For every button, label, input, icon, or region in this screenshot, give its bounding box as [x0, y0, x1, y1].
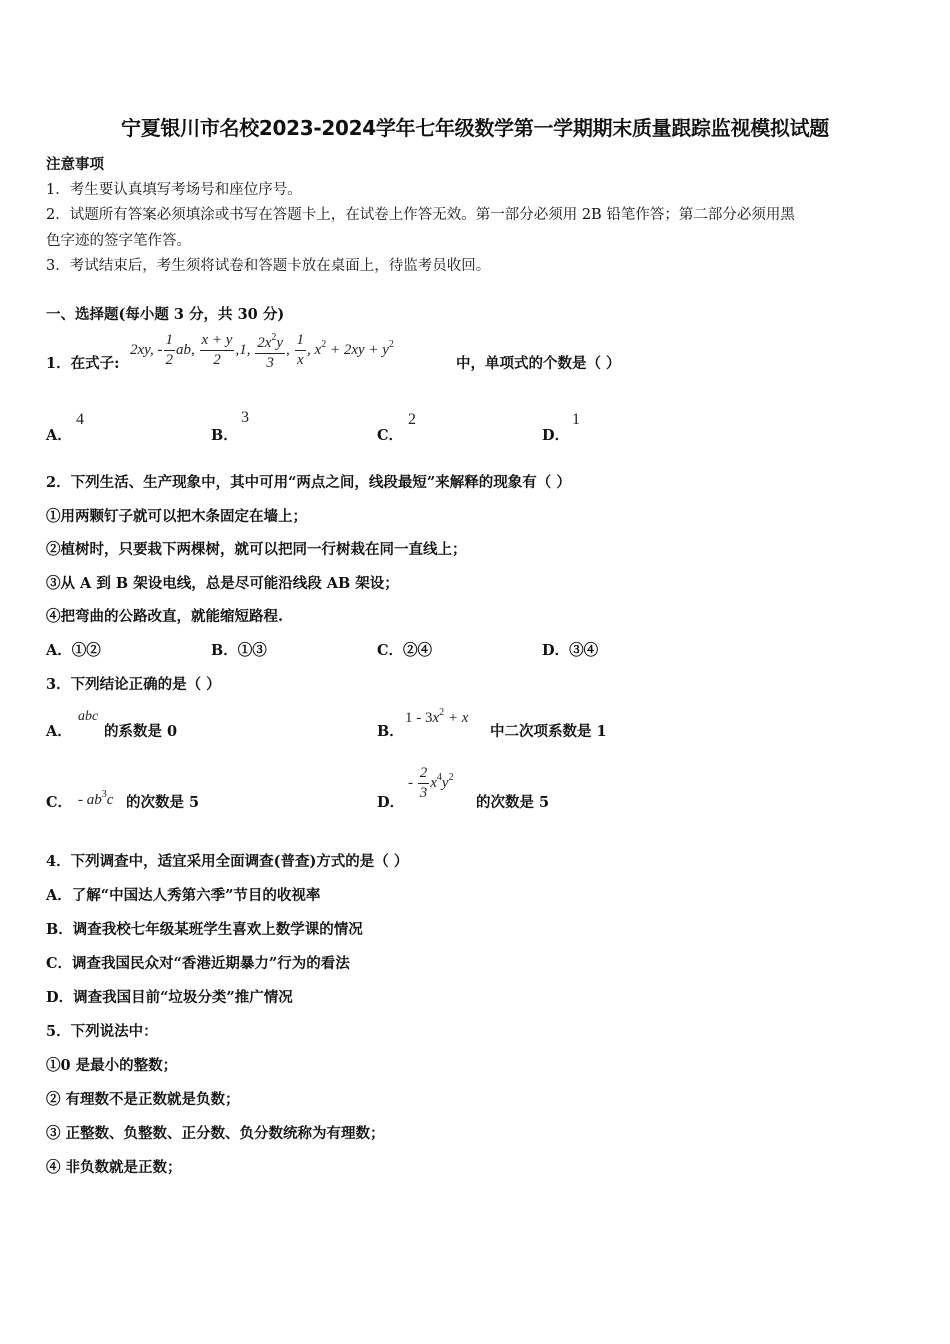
- q3-stem: 3．下列结论正确的是（ ）: [46, 676, 221, 693]
- q4-option: B．调查我校七年级某班学生喜欢上数学课的情况: [46, 921, 363, 938]
- q2-stem: 2．下列生活、生产现象中，其中可用“两点之间，线段最短”来解释的现象有（ ）: [46, 474, 571, 491]
- q1-expression: 2xy, - $\frac{1}{2}$ ab, $\frac{x + y}{2}$ ,1, $\frac{2x^2y}{3}$ , $\frac{1}{x}$ , $x^2 + 2xy + y^2$: [130, 328, 394, 373]
- q3-option-d-label: D．: [377, 794, 405, 811]
- q5-item: ①0 是最小的整数；: [46, 1057, 178, 1074]
- notice-item: 2．试题所有答案必须填涂或书写在答题卡上，在试卷上作答无效。第一部分必须用 2B 铅笔作答；第二部分必须用黑: [46, 207, 795, 223]
- q3-option-a-expression: abc: [78, 709, 99, 724]
- page-title: 宁夏银川市名校2023-2024学年七年级数学第一学期期末质量跟踪监视模拟试题: [121, 116, 829, 140]
- notice-item: 3．考试结束后，考生须将试卷和答题卡放在桌面上，待监考员收回。: [46, 258, 491, 274]
- q3-option-a-text: 的系数是 0: [104, 723, 178, 740]
- q2-item: ②植树时，只要栽下两棵树，就可以把同一行树栽在同一直线上；: [46, 541, 467, 558]
- q3-option-c-expression: - $ab^3c$: [78, 789, 114, 808]
- q1-option-d-value: 1: [572, 411, 580, 428]
- q3-option-d-expression: - $\frac{2}{3}$ $x^4y^2$: [408, 765, 454, 801]
- q2-option-d: D．③④: [542, 642, 599, 659]
- q5-item: ③ 正整数、负整数、正分数、负分数统称为有理数；: [46, 1125, 385, 1142]
- q1-option-c-value: 2: [408, 411, 416, 428]
- q2-option-b: B．①③: [211, 642, 267, 659]
- q5-stem: 5．下列说法中：: [46, 1023, 158, 1040]
- q2-item: ③从 A 到 B 架设电线，总是尽可能沿线段 AB 架设；: [46, 575, 399, 592]
- notice-item: 色字迹的签字笔作答。: [46, 233, 191, 249]
- q1-prefix: 1．在式子:: [46, 355, 120, 372]
- q3-option-d-text: 的次数是 5: [476, 794, 550, 811]
- notice-item: 1．考生要认真填写考场号和座位序号。: [46, 182, 302, 198]
- q2-option-c: C．②④: [377, 642, 433, 659]
- q1-option-c-label: C．: [377, 427, 404, 444]
- q5-item: ② 有理数不是正数就是负数；: [46, 1091, 240, 1108]
- q3-option-a-label: A．: [46, 723, 72, 740]
- q3-option-b-label: B．: [377, 723, 404, 740]
- q5-item: ④ 非负数就是正数；: [46, 1159, 182, 1176]
- q3-option-c-label: C．: [46, 794, 73, 811]
- q2-item: ①用两颗钉子就可以把木条固定在墙上；: [46, 508, 307, 525]
- q1-option-a-label: A．: [46, 427, 72, 444]
- section-heading: 一、选择题(每小题 3 分，共 30 分): [46, 306, 285, 323]
- q1-option-b-label: B．: [211, 427, 238, 444]
- q3-option-c-text: 的次数是 5: [126, 794, 200, 811]
- q2-item: ④把弯曲的公路改直，就能缩短路程.: [46, 608, 284, 625]
- notice-heading: 注意事项: [46, 156, 104, 173]
- q2-option-a: A．①②: [46, 642, 101, 659]
- q1-option-b-value: 3: [241, 409, 249, 426]
- q3-option-b-text: 中二次项系数是 1: [490, 723, 607, 740]
- q3-option-b-expression: $1 - 3x^2 + x$: [405, 707, 469, 726]
- q1-option-a-value: 4: [76, 411, 84, 428]
- q4-stem: 4．下列调查中，适宜采用全面调查(普查)方式的是（ ）: [46, 853, 409, 870]
- q4-option: A．了解“中国达人秀第六季”节目的收视率: [46, 887, 321, 904]
- q1-option-d-label: D．: [542, 427, 570, 444]
- q1-suffix: 中，单项式的个数是（ ）: [456, 355, 621, 372]
- q4-option: D．调查我国目前“垃圾分类”推广情况: [46, 989, 293, 1006]
- q4-option: C．调查我国民众对“香港近期暴力”行为的看法: [46, 955, 350, 972]
